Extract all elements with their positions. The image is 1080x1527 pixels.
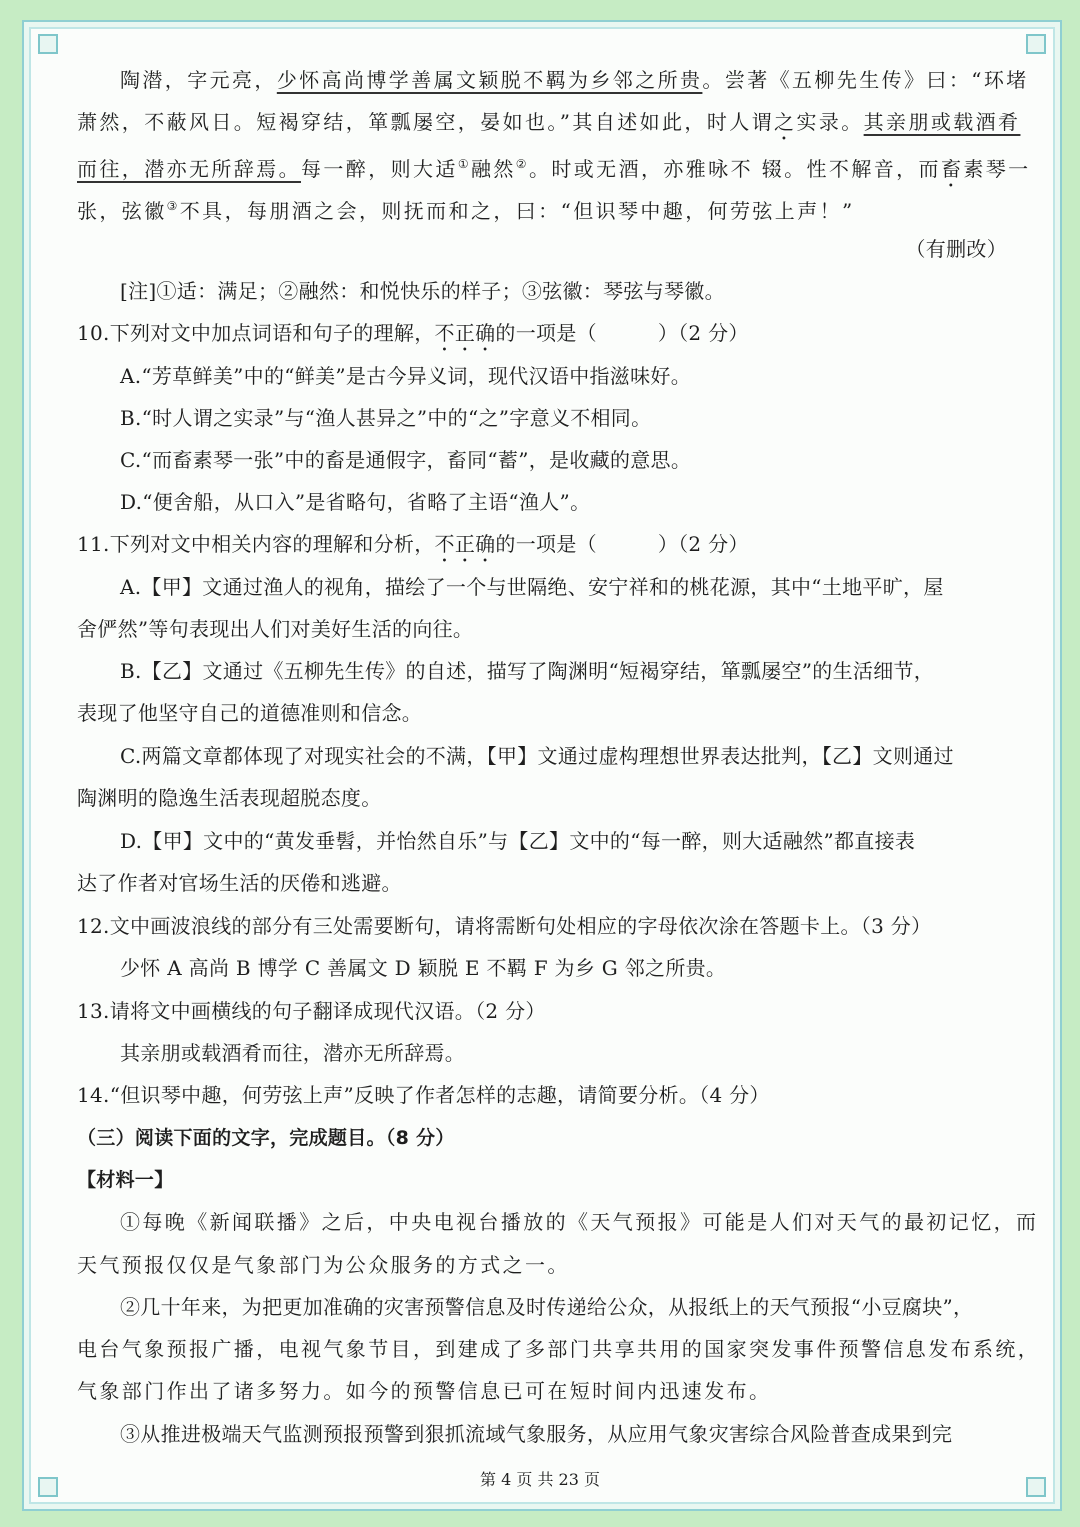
material-paragraph-cont: 电台气象预报广播，电视气象节目，到建成了多部门共享共用的国家突发事件预警信息发布系统，	[77, 1337, 1041, 1361]
option-c: C.“而畜素琴一张”中的畜是通假字，畜同“蓄”，是收藏的意思。	[120, 448, 692, 472]
material-paragraph-cont: 气象部门作出了诸多努力。如今的预警信息已可在短时间内迅速发布。	[77, 1379, 772, 1403]
dotted-word: 之	[774, 110, 797, 134]
option-a: A.“芳草鲜美”中的“鲜美”是古今异义词，现代汉语中指滋味好。	[120, 364, 691, 388]
footnote-marker: ①	[457, 157, 471, 171]
frame-corner-ornament	[38, 34, 58, 54]
dotted-emphasis: 不正确	[434, 321, 496, 345]
passage-text: 。时或无酒，亦雅咏不 辍。性不解音，而	[528, 157, 941, 181]
passage-text: 。尝著《五柳先生传》曰：“环堵	[702, 68, 1029, 92]
annotation-note: [注]①适：满足；②融然：和悦快乐的样子；③弦徽：琴弦与琴徽。	[120, 279, 725, 303]
page-number: 4	[501, 1470, 512, 1489]
passage-line	[77, 191, 1007, 226]
passage-text: 不具，每朋酒之会，则抚而和之，曰：“但识琴中趣，何劳弦上声！”	[179, 199, 855, 223]
material-paragraph-cont: 天气预报仅仅是气象部门为公众服务的方式之一。	[77, 1253, 570, 1277]
wavy-underlined-sentence: 少怀高尚博学善属文颖脱不羁为乡邻之所贵	[276, 68, 703, 92]
option-d-cont: 达了作者对官场生活的厌倦和逃避。	[77, 871, 402, 895]
question-13-item: 其亲朋或载酒肴而往，潜亦无所辞焉。	[120, 1041, 466, 1065]
passage-text: 实录。	[796, 110, 864, 134]
source-note: （有删改）	[905, 237, 1007, 261]
question-12-item: 少怀 A 高尚 B 博学 C 善属文 D 颖脱 E 不羁 F 为乡 G 邻之所贵。	[120, 956, 727, 980]
section-3-title: （三）阅读下面的文字，完成题目。（8 分）	[77, 1127, 455, 1149]
footnote-marker: ②	[515, 157, 529, 171]
option-c: C.两篇文章都体现了对现实社会的不满，【甲】文通过虚构理想世界表达批判，【乙】文则通过	[120, 744, 954, 768]
option-a-cont: 舍俨然”等句表现出人们对美好生活的向往。	[77, 617, 474, 641]
question-text: 的一项是（ ）（2 分）	[495, 532, 749, 556]
option-d: D.“便舍船，从口入”是省略句，省略了主语“渔人”。	[120, 490, 591, 514]
question-text: 10.下列对文中加点词语和句子的理解，	[77, 321, 435, 345]
material-paragraph: ①每晚《新闻联播》之后，中央电视台播放的《天气预报》可能是人们对天气的最初记忆，而	[120, 1210, 1039, 1234]
passage-text: 萧然，不蔽风日。短褐穿结，箪瓢屡空，晏如也。”其自述如此，时人谓	[77, 110, 775, 134]
page-footer	[0, 1467, 1080, 1490]
option-b-cont: 表现了他坚守自己的道德准则和信念。	[77, 701, 423, 725]
footer-text: 第	[479, 1470, 496, 1489]
footnote-marker: ③	[166, 199, 180, 213]
passage-line	[77, 149, 1031, 192]
underlined-sentence: 而往，潜亦无所辞焉。	[77, 157, 301, 181]
question-12-stem: 12.文中画波浪线的部分有三处需要断句，请将需断句处相应的字母依次涂在答题卡上。（3 分）	[77, 914, 932, 938]
passage-line	[120, 65, 1029, 95]
passage-line	[77, 107, 1021, 145]
option-d: D.【甲】文中的“黄发垂髫，并怡然自乐”与【乙】文中的“每一醉，则大适融然”都直接表	[120, 829, 916, 853]
question-text: 11.下列对文中相关内容的理解和分析，	[77, 532, 435, 556]
material-paragraph: ③从推进极端天气监测预报预警到狠抓流域气象服务，从应用气象灾害综合风险普查成果到完	[120, 1422, 953, 1446]
question-text: 的一项是（ ）（2 分）	[495, 321, 749, 345]
question-11-stem	[77, 529, 1007, 567]
footer-text: 页 共	[516, 1470, 554, 1489]
dotted-word: 畜	[940, 157, 964, 181]
question-14-stem: 14.“但识琴中趣，何劳弦上声”反映了作者怎样的志趣，请简要分析。（4 分）	[77, 1083, 770, 1107]
passage-text: 素琴一	[963, 157, 1031, 181]
frame-corner-ornament	[1026, 34, 1046, 54]
question-10-stem	[77, 318, 1007, 356]
passage-text: 每一醉，则大适	[301, 157, 458, 181]
dotted-emphasis: 不正确	[434, 532, 496, 556]
passage-text: 张，弦徽	[77, 199, 167, 223]
underlined-sentence: 其亲朋或载酒肴	[863, 110, 1021, 134]
option-c-cont: 陶渊明的隐逸生活表现超脱态度。	[77, 786, 382, 810]
option-a: A.【甲】文通过渔人的视角，描绘了一个与世隔绝、安宁祥和的桃花源，其中“土地平旷，屋	[120, 575, 944, 599]
total-pages: 23	[558, 1470, 579, 1489]
material-paragraph: ②几十年来，为把更加准确的灾害预警信息及时传递给公众，从报纸上的天气预报“小豆腐块”，	[120, 1295, 974, 1319]
material-label: 【材料一】	[77, 1169, 174, 1191]
question-13-stem: 13.请将文中画横线的句子翻译成现代汉语。（2 分）	[77, 999, 546, 1023]
footer-text: 页	[584, 1470, 601, 1489]
option-b: B.【乙】文通过《五柳先生传》的自述，描写了陶渊明“短褐穿结，箪瓢屡空”的生活细节，	[120, 659, 935, 683]
option-b: B.“时人谓之实录”与“渔人甚异之”中的“之”字意义不相同。	[120, 406, 652, 430]
passage-text: 融然	[470, 157, 516, 181]
passage-text: 陶潜，字元亮，	[120, 68, 277, 92]
